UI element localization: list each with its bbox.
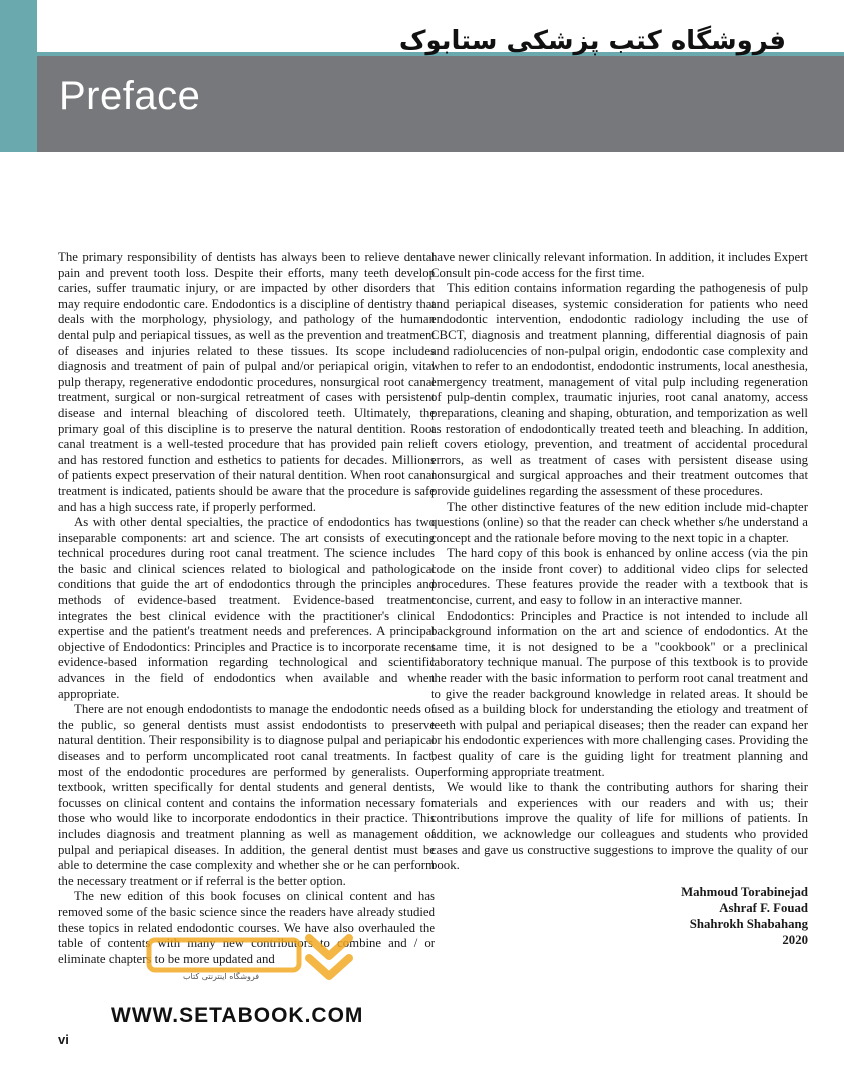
author-name: Mahmoud Torabinejad: [681, 884, 808, 899]
paragraph: As with other dental specialties, the practice of endodontics has two inseparable components: art and science. The art consists of executing technical procedures during root canal treatment. The science includes the basic and clinical sciences related to biological and pathological conditions that guide the art of endodontics through the principles and methods of evidence-based treatment. Evidence-based treatment integrates the best clinical evidence with the practitioner's clinical expertise and the patient's treatment needs and preferences. A principal objective of Endodontics: Principles and Practice is to incorporate recent evidence-based information regarding technological and scientific advances in the field of endodontics when available and when appropriate.: [58, 515, 435, 701]
left-column: [58, 250, 435, 967]
paragraph: have newer clinically relevant information. In addition, it includes Expert Consult pin-code access for the first time.: [431, 250, 808, 280]
paragraph: The new edition of this book focuses on clinical content and has removed some of the basic science since the readers have already studied these topics in related endodontic courses. We have also overhauled the table of contents with many new contributors to combine and / or eliminate chapters to be more updated and: [58, 889, 435, 966]
paragraph: We would like to thank the contributing authors for sharing their materials and experiences with our readers and with us; their contributions improve the quality of life for millions of patients. In addition, we acknowledge our colleagues and students who provided cases and gave us constructive suggestions to improve the quality of our book.: [431, 780, 808, 873]
paragraph: The other distinctive features of the new edition include mid-chapter questions (online) so that the reader can check whether s/he understand a concept and the rationale before moving to the next topic in a chapter.: [431, 499, 808, 545]
store-name: فروشگاه کتب پزشکی ستابوک: [398, 26, 786, 56]
right-column: [431, 250, 808, 948]
author-signature: [431, 884, 808, 948]
author-name: Ashraf F. Fouad: [719, 900, 808, 915]
watermark: [95, 918, 385, 1028]
paragraph: The primary responsibility of dentists has always been to relieve dental pain and prevent tooth loss. Despite their efforts, many teeth develop caries, suffer traumatic injury, or are impacted by other disorders that may require endodontic care. Endodontics is a discipline of dentistry that deals with the morphology, physiology, and pathology of the human dental pulp and periapical tissues, as well as the prevention and treatment of diseases and injuries related to these tissues. Its scope includes diagnosis and treatment of pain of pulpal and/or periapical origin, vital pulp therapy, regenerative endodontic procedures, nonsurgical root canal treatment, surgical or non-surgical retreatment of cases with persistent disease and internal bleaching of discolored teeth. Ultimately, the primary goal of this discipline is to preserve the natural dentition. Root canal treatment is a well-tested procedure that has provided pain relief and has restored function and esthetics to patients for decades. Millions of patients expect preservation of their natural dentition. When root canal treatment is indicated, patients should be aware that the procedure is safe and has a high success rate, if properly performed.: [58, 250, 435, 514]
paragraph: The hard copy of this book is enhanced by online access (via the pin code on the inside front cover) to additional video clips for selected procedures. These features provide the reader with a textbook that is concise, current, and easy to follow in an interactive manner.: [431, 546, 808, 608]
paragraph: There are not enough endodontists to manage the endodontic needs of the public, so general dentists must assist endodontists to preserve natural dentition. Their responsibility is to diagnose pulpal and periapical diseases and to perform uncomplicated root canal treatments. In fact, most of the endodontic procedures are performed by generalists. Our textbook, written specifically for dental students and general dentists, focusses on clinical content and contains the information necessary for those who would like to incorporate endodontics in their practice. This includes diagnosis and treatment planning as well as management of pulpal and periapical diseases. In addition, the general dentist must be able to determine the case complexity and whether she or he can perform the necessary treatment or if referral is the better option.: [58, 702, 435, 888]
signature-year: 2020: [782, 932, 808, 947]
watermark-url: WWW.SETABOOK.COM: [111, 1004, 364, 1027]
page-title: Preface: [59, 74, 201, 118]
author-name: Shahrokh Shabahang: [689, 916, 808, 931]
paragraph: This edition contains information regarding the pathogenesis of pulp and periapical diseases, systemic consideration for patients who need endodontic intervention, endodontic radiology including the use of CBCT, diagnosis and treatment planning, differential diagnosis of pain and radiolucencies of non-pulpal origin, endodontic case complexity and when to refer to an endodontist, endodontic instruments, local anesthesia, emergency treatment, management of vital pulp including regeneration of pulp-dentin complex, traumatic injuries, root canal anatomy, access preparations, cleaning and shaping, obturation, and temporization as well as restoration of endodontically treated teeth and bleaching. In addition, it covers etiology, prevention, and treatment of accidental procedural errors, as well as treatment of cases with persistent disease using nonsurgical and surgical approaches and their treatment outcomes that provide guidelines regarding the assessment of these procedures.: [431, 281, 808, 498]
page-number: vi: [58, 1032, 69, 1047]
watermark-subtitle: فروشگاه اینترنتی کتاب: [183, 972, 260, 981]
paragraph: Endodontics: Principles and Practice is not intended to include all background information on the art and science of endodontics. At the same time, it is not designed to be a "cookbook" or a preclinical laboratory technique manual. The purpose of this textbook is to provide the reader with the basic information to perform root canal treatment and to give the reader background knowledge in related areas. It should be used as a building block for understanding the etiology and treatment of teeth with pulpal and periapical diseases; then the reader can expand her or his endodontic experiences with more challenging cases. Providing the best quality of care is the guiding light for treatment planning and performing appropriate treatment.: [431, 608, 808, 779]
header-accent-bar: [0, 0, 37, 152]
